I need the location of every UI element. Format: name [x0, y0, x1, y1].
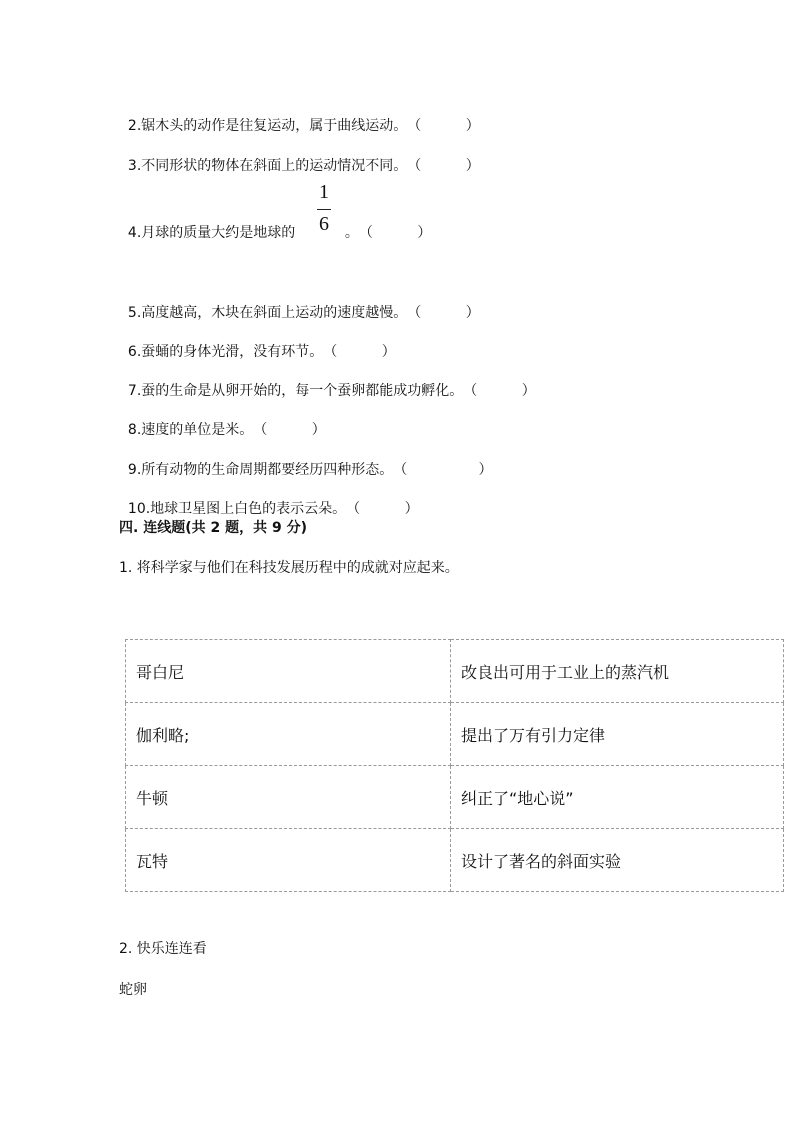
question-2 [119, 96, 480, 136]
question-3 [119, 136, 480, 176]
question-text: 蚕蛹的身体光滑，没有环节。 [141, 344, 324, 360]
matching-question-1: 1. 将科学家与他们在科技发展历程中的成就对应起来。 [119, 560, 459, 576]
achievement-cell: 提出了万有引力定律 [451, 703, 784, 766]
answer-blank: （ ） [407, 118, 480, 134]
question-8 [119, 400, 326, 440]
match-item-snake-egg: 蛇卵 [119, 982, 147, 998]
question-number: 5. [127, 305, 142, 321]
question-4-tail [336, 203, 431, 243]
question-text: 高度越高，木块在斜面上运动的速度越慢。 [141, 305, 408, 321]
table-row [126, 640, 784, 703]
scientist-cell: 牛顿 [126, 766, 451, 829]
question-text: 蚕的生命是从卵开始的，每一个蚕卵都能成功孵化。 [141, 383, 464, 399]
question-4 [119, 203, 295, 243]
answer-blank: （ ） [407, 158, 480, 174]
question-number: 3. [127, 158, 142, 174]
achievement-cell: 纠正了“地心说” [451, 766, 784, 829]
question-tail: 。 [344, 225, 359, 241]
answer-blank: （ ） [463, 383, 536, 399]
question-5 [119, 283, 480, 323]
fraction-denominator: 6 [319, 213, 329, 235]
question-number: 8. [127, 422, 142, 438]
answer-blank: （ ） [358, 225, 432, 241]
question-number: 2. [127, 118, 142, 134]
question-text: 不同形状的物体在斜面上的运动情况不同。 [141, 158, 408, 174]
question-text: 速度的单位是米。 [141, 422, 254, 438]
achievement-cell: 设计了著名的斜面实验 [451, 829, 784, 892]
answer-blank: （ ） [346, 501, 419, 517]
matching-question-2: 2. 快乐连连看 [119, 941, 207, 957]
question-text: 月球的质量大约是地球的 [141, 225, 296, 241]
answer-blank: （ ） [323, 344, 396, 360]
question-text: 所有动物的生命周期都要经历四种形态。 [141, 462, 394, 478]
question-number: 7. [127, 383, 142, 399]
fraction-one-sixth [313, 180, 335, 238]
fraction-numerator: 1 [319, 181, 329, 203]
question-number: 4. [127, 225, 142, 241]
question-number: 10. [127, 501, 151, 517]
question-6 [119, 322, 396, 362]
fraction-bar [317, 209, 331, 210]
question-9 [119, 440, 492, 480]
scientist-cell: 哥白尼 [126, 640, 451, 703]
question-number: 6. [127, 344, 142, 360]
question-number: 9. [127, 462, 142, 478]
achievement-cell: 改良出可用于工业上的蒸汽机 [451, 640, 784, 703]
table-row [126, 766, 784, 829]
table-row [126, 829, 784, 892]
section-heading: 四. 连线题(共 2 题，共 9 分) [119, 520, 307, 536]
question-7 [119, 361, 536, 401]
question-text: 地球卫星图上白色的表示云朵。 [150, 501, 347, 517]
question-text: 锯木头的动作是往复运动，属于曲线运动。 [141, 118, 408, 134]
scientist-cell: 瓦特 [126, 829, 451, 892]
question-10 [119, 479, 419, 519]
answer-blank: （ ） [407, 305, 480, 321]
scientist-cell: 伽利略; [126, 703, 451, 766]
answer-blank: （ ） [393, 462, 493, 478]
answer-blank: （ ） [253, 422, 326, 438]
matching-table [125, 639, 784, 892]
table-row [126, 703, 784, 766]
